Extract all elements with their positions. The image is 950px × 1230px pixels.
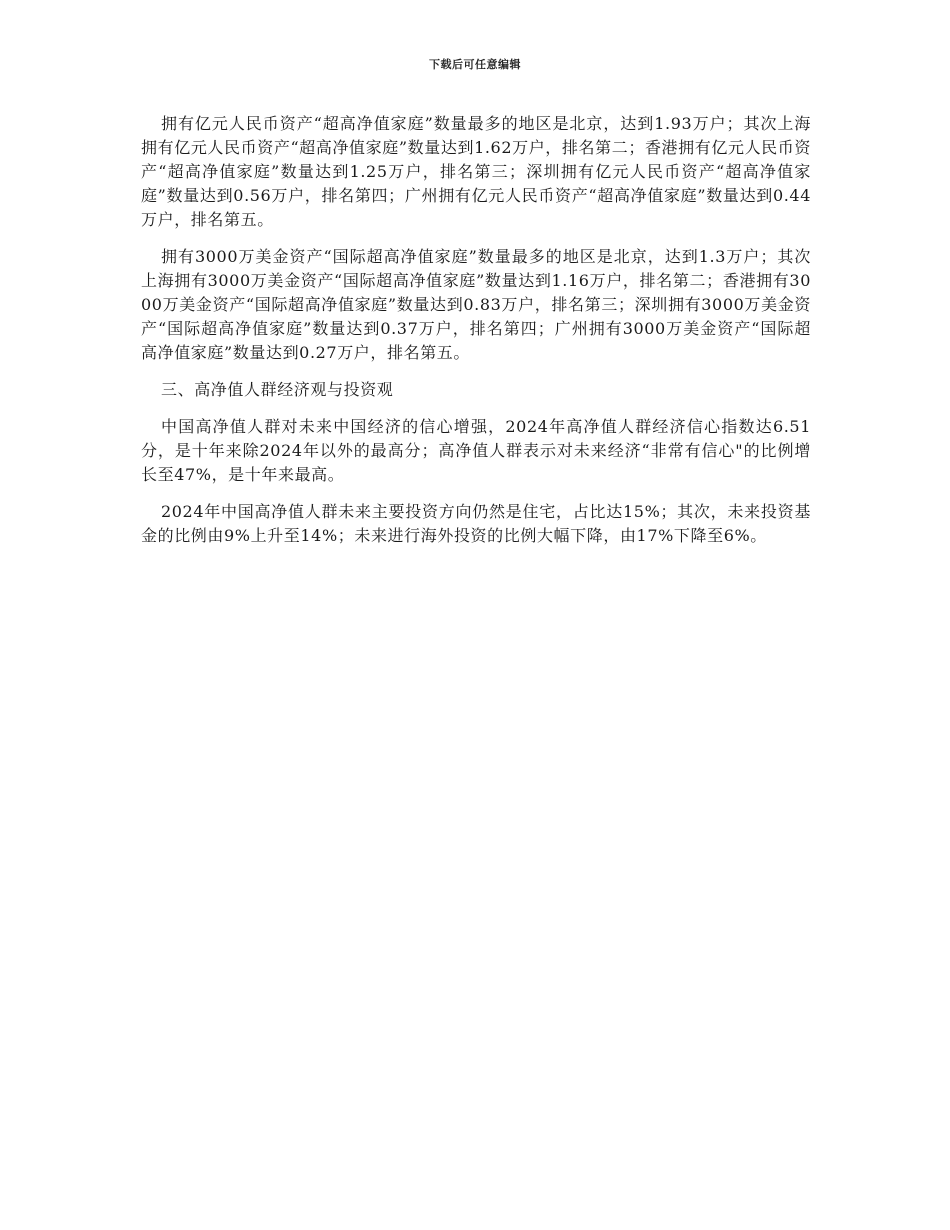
document-body: [141, 112, 811, 561]
paragraph-economic-confidence: 中国高净值人群对未来中国经济的信心增强，2024年高净值人群经济信心指数达6.51分，是十年来除2024年以外的最高分；高净值人群表示对未来经济“非常有信心"的比例增长至47%，是十年来最高。: [141, 417, 811, 484]
page-header: 下载后可任意编辑: [429, 58, 521, 71]
paragraph-usd-households: 拥有3000万美金资产“国际超高净值家庭”数量最多的地区是北京，达到1.3万户；其次上海拥有3000万美金资产“国际超高净值家庭”数量达到1.16万户，排名第二；香港拥有3000万美金资产“国际超高净值家庭”数量达到0.83万户，排名第三；深圳拥有3000万美金资产“国际超高净值家庭”数量达到0.37万户，排名第四；广州拥有3000万美金资产“国际超高净值家庭”数量达到0.27万户，排名第五。: [141, 247, 811, 362]
paragraph-investment-direction: 2024年中国高净值人群未来主要投资方向仍然是住宅，占比达15%；其次，未来投资基金的比例由9%上升至14%；未来进行海外投资的比例大幅下降，由17%下降至6%。: [141, 502, 811, 545]
section-heading: 三、高净值人群经济观与投资观: [161, 380, 394, 399]
paragraph-rmb-households: 拥有亿元人民币资产“超高净值家庭”数量最多的地区是北京，达到1.93万户；其次上海拥有亿元人民币资产“超高净值家庭”数量达到1.62万户，排名第二；香港拥有亿元人民币资产“超高净值家庭”数量达到1.25万户，排名第三；深圳拥有亿元人民币资产“超高净值家庭”数量达到0.56万户，排名第四；广州拥有亿元人民币资产“超高净值家庭”数量达到0.44万户，排名第五。: [141, 114, 811, 229]
